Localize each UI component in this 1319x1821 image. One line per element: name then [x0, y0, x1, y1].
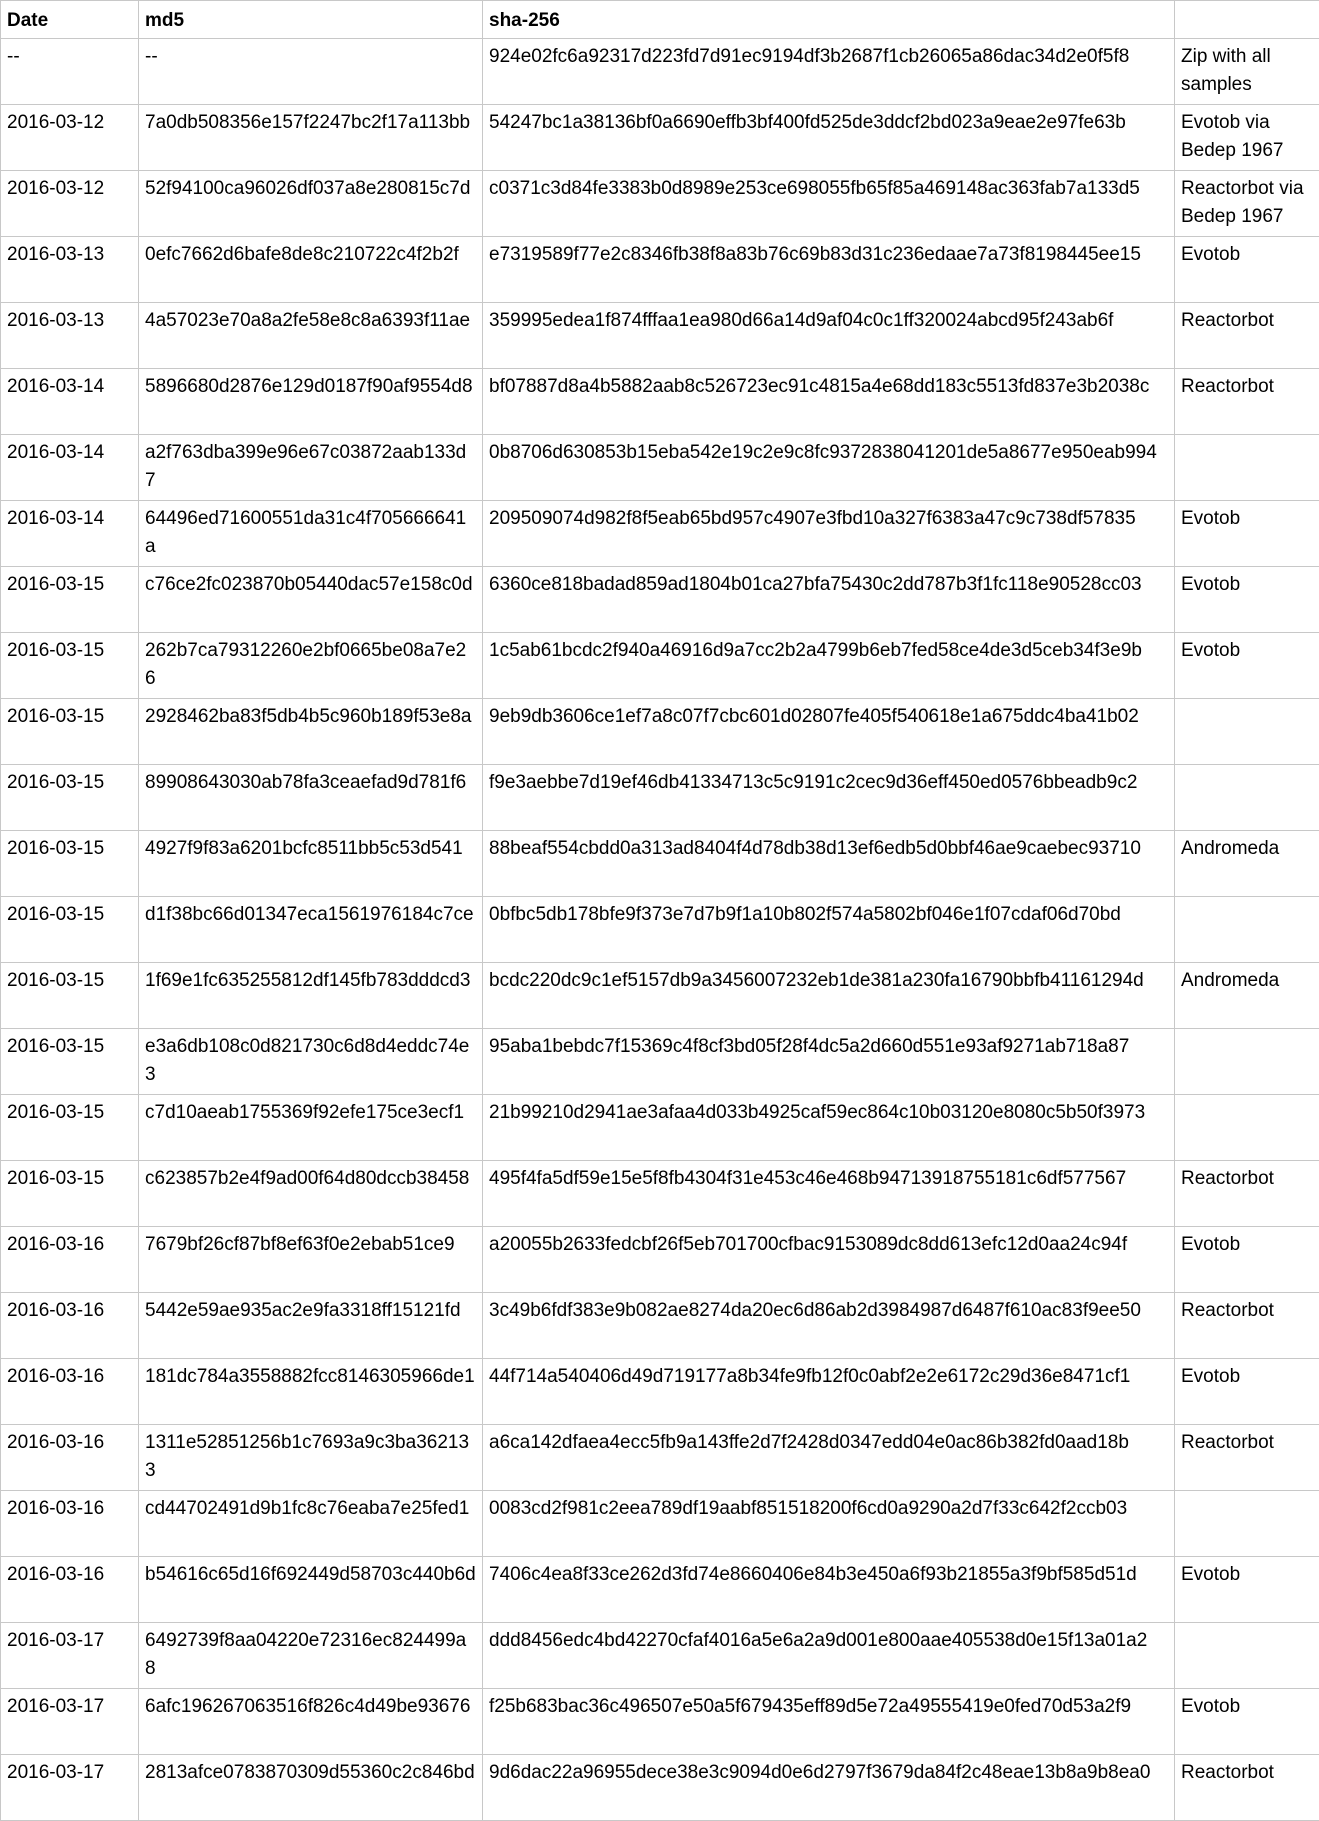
sha256-cell: 9d6dac22a96955dece38e3c9094d0e6d2797f3679da84f2c48eae13b8a9b8ea0	[483, 1755, 1175, 1821]
sha256-cell: bcdc220dc9c1ef5157db9a3456007232eb1de381a230fa16790bbfb41161294d	[483, 963, 1175, 1029]
date-cell: 2016-03-12	[1, 105, 139, 171]
sha256-cell: a20055b2633fedcbf26f5eb701700cfbac9153089dc8dd613efc12d0aa24c94f	[483, 1227, 1175, 1293]
date-cell: 2016-03-15	[1, 831, 139, 897]
note-cell: Andromeda	[1175, 963, 1319, 1029]
md5-cell: 7679bf26cf87bf8ef63f0e2ebab51ce9	[139, 1227, 483, 1293]
table-row	[1, 1293, 1319, 1359]
sha256-cell: 359995edea1f874fffaa1ea980d66a14d9af04c0c1ff320024abcd95f243ab6f	[483, 303, 1175, 369]
date-cell: 2016-03-15	[1, 699, 139, 765]
sha256-cell: 54247bc1a38136bf0a6690effb3bf400fd525de3ddcf2bd023a9eae2e97fe63b	[483, 105, 1175, 171]
date-cell: 2016-03-15	[1, 1161, 139, 1227]
md5-cell: 5442e59ae935ac2e9fa3318ff15121fd	[139, 1293, 483, 1359]
date-cell: 2016-03-15	[1, 963, 139, 1029]
date-cell: 2016-03-17	[1, 1689, 139, 1755]
date-cell: --	[1, 39, 139, 105]
table-row	[1, 1689, 1319, 1755]
date-cell: 2016-03-16	[1, 1557, 139, 1623]
date-cell: 2016-03-14	[1, 501, 139, 567]
table-row	[1, 435, 1319, 501]
date-cell: 2016-03-16	[1, 1359, 139, 1425]
note-cell	[1175, 765, 1319, 831]
note-cell: Evotob	[1175, 567, 1319, 633]
sha256-cell: 3c49b6fdf383e9b082ae8274da20ec6d86ab2d3984987d6487f610ac83f9ee50	[483, 1293, 1175, 1359]
date-cell: 2016-03-12	[1, 171, 139, 237]
sha256-cell: 44f714a540406d49d719177a8b34fe9fb12f0c0abf2e2e6172c29d36e8471cf1	[483, 1359, 1175, 1425]
header-note	[1175, 1, 1319, 39]
md5-cell: b54616c65d16f692449d58703c440b6d	[139, 1557, 483, 1623]
note-cell	[1175, 1095, 1319, 1161]
date-cell: 2016-03-13	[1, 237, 139, 303]
date-cell: 2016-03-15	[1, 1029, 139, 1095]
date-cell: 2016-03-17	[1, 1755, 139, 1821]
table-row	[1, 1227, 1319, 1293]
sha256-cell: 9eb9db3606ce1ef7a8c07f7cbc601d02807fe405f540618e1a675ddc4ba41b02	[483, 699, 1175, 765]
date-cell: 2016-03-14	[1, 369, 139, 435]
date-cell: 2016-03-16	[1, 1293, 139, 1359]
sha256-cell: 0b8706d630853b15eba542e19c2e9c8fc9372838041201de5a8677e950eab994	[483, 435, 1175, 501]
table-row	[1, 501, 1319, 567]
md5-cell: cd44702491d9b1fc8c76eaba7e25fed1	[139, 1491, 483, 1557]
table-row	[1, 1359, 1319, 1425]
sha256-cell: 21b99210d2941ae3afaa4d033b4925caf59ec864c10b03120e8080c5b50f3973	[483, 1095, 1175, 1161]
note-cell	[1175, 1491, 1319, 1557]
date-cell: 2016-03-16	[1, 1491, 139, 1557]
table-row	[1, 1029, 1319, 1095]
note-cell: Zip with all samples	[1175, 39, 1319, 105]
date-cell: 2016-03-17	[1, 1623, 139, 1689]
note-cell: Reactorbot	[1175, 1293, 1319, 1359]
table-row	[1, 765, 1319, 831]
md5-cell: 4927f9f83a6201bcfc8511bb5c53d541	[139, 831, 483, 897]
note-cell: Evotob	[1175, 633, 1319, 699]
md5-cell: d1f38bc66d01347eca1561976184c7ce	[139, 897, 483, 963]
note-cell: Evotob	[1175, 1359, 1319, 1425]
sha256-cell: 88beaf554cbdd0a313ad8404f4d78db38d13ef6edb5d0bbf46ae9caebec93710	[483, 831, 1175, 897]
table-row	[1, 831, 1319, 897]
sha256-cell: 1c5ab61bcdc2f940a46916d9a7cc2b2a4799b6eb7fed58ce4de3d5ceb34f3e9b	[483, 633, 1175, 699]
date-cell: 2016-03-15	[1, 897, 139, 963]
md5-cell: 181dc784a3558882fcc8146305966de1	[139, 1359, 483, 1425]
date-cell: 2016-03-15	[1, 567, 139, 633]
table-row	[1, 39, 1319, 105]
date-cell: 2016-03-16	[1, 1425, 139, 1491]
sha256-cell: 924e02fc6a92317d223fd7d91ec9194df3b2687f1cb26065a86dac34d2e0f5f8	[483, 39, 1175, 105]
table-row	[1, 1491, 1319, 1557]
sha256-cell: 0bfbc5db178bfe9f373e7d7b9f1a10b802f574a5802bf046e1f07cdaf06d70bd	[483, 897, 1175, 963]
md5-cell: c623857b2e4f9ad00f64d80dccb38458	[139, 1161, 483, 1227]
header-sha256: sha-256	[483, 1, 1175, 39]
date-cell: 2016-03-15	[1, 633, 139, 699]
table-row	[1, 303, 1319, 369]
header-md5: md5	[139, 1, 483, 39]
table-row	[1, 1623, 1319, 1689]
note-cell: Reactorbot	[1175, 1425, 1319, 1491]
sha256-cell: 0083cd2f981c2eea789df19aabf851518200f6cd0a9290a2d7f33c642f2ccb03	[483, 1491, 1175, 1557]
note-cell: Reactorbot	[1175, 303, 1319, 369]
table-row	[1, 1557, 1319, 1623]
note-cell: Reactorbot via Bedep 1967	[1175, 171, 1319, 237]
md5-cell: a2f763dba399e96e67c03872aab133d7	[139, 435, 483, 501]
table-row	[1, 1095, 1319, 1161]
table-row	[1, 237, 1319, 303]
md5-cell: 4a57023e70a8a2fe58e8c8a6393f11ae	[139, 303, 483, 369]
note-cell: Evotob	[1175, 1689, 1319, 1755]
md5-cell: 6afc196267063516f826c4d49be93676	[139, 1689, 483, 1755]
md5-cell: 52f94100ca96026df037a8e280815c7d	[139, 171, 483, 237]
table-row	[1, 567, 1319, 633]
md5-cell: 89908643030ab78fa3ceaefad9d781f6	[139, 765, 483, 831]
table-row	[1, 699, 1319, 765]
md5-cell: 0efc7662d6bafe8de8c210722c4f2b2f	[139, 237, 483, 303]
date-cell: 2016-03-15	[1, 765, 139, 831]
table-row	[1, 171, 1319, 237]
md5-cell: 5896680d2876e129d0187f90af9554d8	[139, 369, 483, 435]
md5-cell: 2813afce0783870309d55360c2c846bd	[139, 1755, 483, 1821]
note-cell	[1175, 699, 1319, 765]
table-row	[1, 1755, 1319, 1821]
note-cell	[1175, 435, 1319, 501]
table-body	[1, 39, 1319, 1821]
sha256-cell: 95aba1bebdc7f15369c4f8cf3bd05f28f4dc5a2d660d551e93af9271ab718a87	[483, 1029, 1175, 1095]
date-cell: 2016-03-13	[1, 303, 139, 369]
note-cell	[1175, 1623, 1319, 1689]
note-cell: Reactorbot	[1175, 369, 1319, 435]
note-cell	[1175, 1029, 1319, 1095]
sha256-cell: bf07887d8a4b5882aab8c526723ec91c4815a4e68dd183c5513fd837e3b2038c	[483, 369, 1175, 435]
note-cell: Evotob	[1175, 1227, 1319, 1293]
note-cell: Evotob via Bedep 1967	[1175, 105, 1319, 171]
sha256-cell: a6ca142dfaea4ecc5fb9a143ffe2d7f2428d0347edd04e0ac86b382fd0aad18b	[483, 1425, 1175, 1491]
table-row	[1, 105, 1319, 171]
md5-cell: e3a6db108c0d821730c6d8d4eddc74e3	[139, 1029, 483, 1095]
note-cell	[1175, 897, 1319, 963]
table-row	[1, 963, 1319, 1029]
note-cell: Evotob	[1175, 1557, 1319, 1623]
date-cell: 2016-03-15	[1, 1095, 139, 1161]
sha256-cell: 495f4fa5df59e15e5f8fb4304f31e453c46e468b94713918755181c6df577567	[483, 1161, 1175, 1227]
md5-cell: 2928462ba83f5db4b5c960b189f53e8a	[139, 699, 483, 765]
note-cell: Evotob	[1175, 237, 1319, 303]
note-cell: Reactorbot	[1175, 1755, 1319, 1821]
date-cell: 2016-03-14	[1, 435, 139, 501]
sha256-cell: ddd8456edc4bd42270cfaf4016a5e6a2a9d001e800aae405538d0e15f13a01a2	[483, 1623, 1175, 1689]
md5-cell: 1f69e1fc635255812df145fb783dddcd3	[139, 963, 483, 1029]
note-cell: Reactorbot	[1175, 1161, 1319, 1227]
md5-cell: 64496ed71600551da31c4f705666641a	[139, 501, 483, 567]
header-row	[1, 1, 1319, 39]
md5-cell: 1311e52851256b1c7693a9c3ba362133	[139, 1425, 483, 1491]
sha256-cell: e7319589f77e2c8346fb38f8a83b76c69b83d31c236edaae7a73f8198445ee15	[483, 237, 1175, 303]
sha256-cell: f25b683bac36c496507e50a5f679435eff89d5e72a49555419e0fed70d53a2f9	[483, 1689, 1175, 1755]
note-cell: Andromeda	[1175, 831, 1319, 897]
table-row	[1, 369, 1319, 435]
sha256-cell: 6360ce818badad859ad1804b01ca27bfa75430c2dd787b3f1fc118e90528cc03	[483, 567, 1175, 633]
md5-cell: --	[139, 39, 483, 105]
sha256-cell: c0371c3d84fe3383b0d8989e253ce698055fb65f85a469148ac363fab7a133d5	[483, 171, 1175, 237]
md5-cell: 7a0db508356e157f2247bc2f17a113bb	[139, 105, 483, 171]
date-cell: 2016-03-16	[1, 1227, 139, 1293]
sha256-cell: 7406c4ea8f33ce262d3fd74e8660406e84b3e450a6f93b21855a3f9bf585d51d	[483, 1557, 1175, 1623]
md5-cell: c7d10aeab1755369f92efe175ce3ecf1	[139, 1095, 483, 1161]
note-cell: Evotob	[1175, 501, 1319, 567]
table-row	[1, 633, 1319, 699]
md5-cell: 262b7ca79312260e2bf0665be08a7e26	[139, 633, 483, 699]
table-row	[1, 1425, 1319, 1491]
sha256-cell: f9e3aebbe7d19ef46db41334713c5c9191c2cec9d36eff450ed0576bbeadb9c2	[483, 765, 1175, 831]
md5-cell: 6492739f8aa04220e72316ec824499a8	[139, 1623, 483, 1689]
table-row	[1, 1161, 1319, 1227]
header-date: Date	[1, 1, 139, 39]
table-row	[1, 897, 1319, 963]
sha256-cell: 209509074d982f8f5eab65bd957c4907e3fbd10a327f6383a47c9c738df57835	[483, 501, 1175, 567]
md5-cell: c76ce2fc023870b05440dac57e158c0d	[139, 567, 483, 633]
